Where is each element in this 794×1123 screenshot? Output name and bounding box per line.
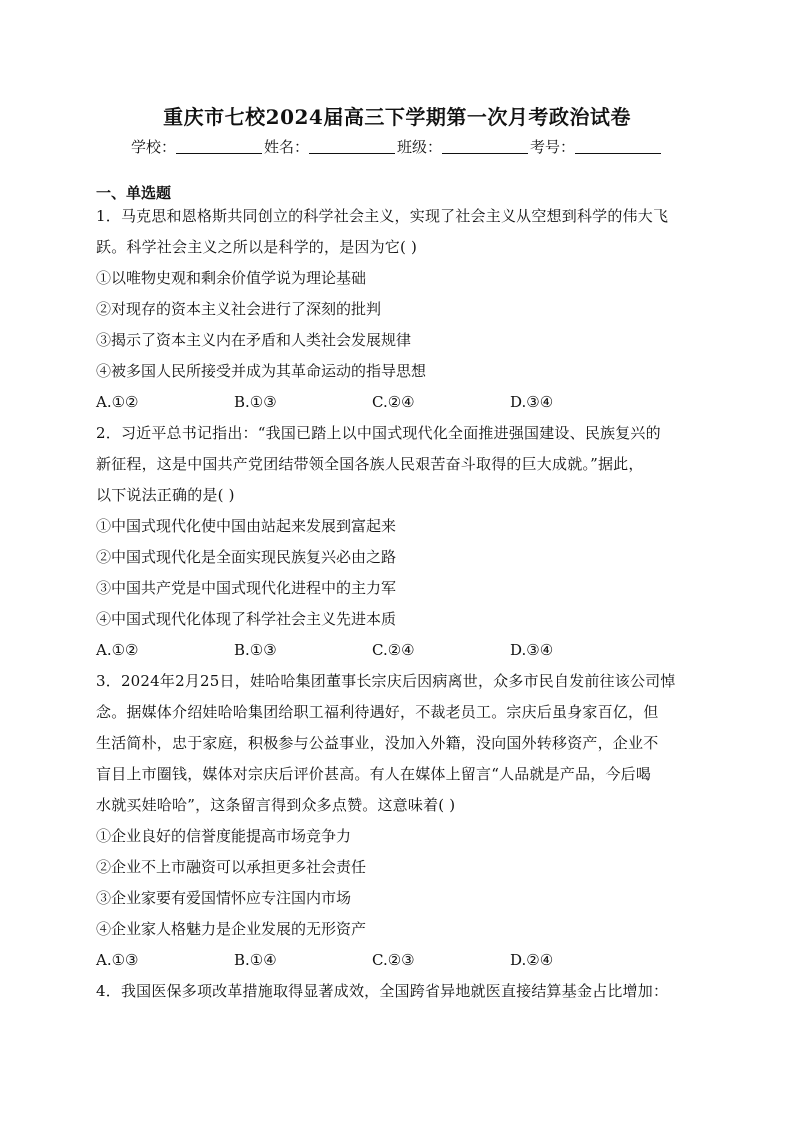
exam-title: 重庆市七校2024届高三下学期第一次月考政治试卷	[163, 105, 631, 129]
option-a[interactable]: A.①②	[96, 641, 139, 659]
name-label: 姓名：	[263, 138, 309, 156]
option-a[interactable]: A.①②	[96, 393, 139, 411]
question-stem-line: 3．2024年2月25日，娃哈哈集团董事长宗庆后因病离世，众多市民自发前往该公司悼	[96, 672, 676, 690]
question-stem-line: 生活简朴，忠于家庭，积极参与公益事业，没加入外籍，没向国外转移资产，企业不	[96, 734, 659, 752]
answer-options	[96, 945, 696, 976]
question-4	[96, 976, 696, 1007]
question-2	[96, 418, 696, 666]
school-label: 学校：	[130, 138, 176, 156]
statement: ④企业家人格魅力是企业发展的无形资产	[96, 920, 367, 938]
statement: ④中国式现代化体现了科学社会主义先进本质	[96, 610, 397, 628]
option-d[interactable]: D.③④	[510, 393, 554, 411]
question-stem-line: 1．马克思和恩格斯共同创立的科学社会主义，实现了社会主义从空想到科学的伟大飞	[96, 207, 669, 225]
number-label: 考号：	[530, 138, 576, 156]
school-blank[interactable]	[176, 139, 262, 154]
class-blank[interactable]	[442, 139, 528, 154]
statement: ③企业家要有爱国情怀应专注国内市场	[96, 889, 352, 907]
statement: ①中国式现代化使中国由站起来发展到富起来	[96, 517, 397, 535]
question-stem-line: 念。据媒体介绍娃哈哈集团给职工福利待遇好，不裁老员工。宗庆后虽身家百亿，但	[96, 703, 659, 721]
statement: ①以唯物史观和剩余价值学说为理论基础	[96, 269, 367, 287]
name-blank[interactable]	[309, 139, 395, 154]
option-b[interactable]: B.①③	[234, 641, 277, 659]
question-stem-line: 4．我国医保多项改革措施取得显著成效，全国跨省异地就医直接结算基金占比增加：	[96, 982, 669, 1000]
option-b[interactable]: B.①④	[234, 951, 277, 969]
statement: ④被多国人民所接受并成为其革命运动的指导思想	[96, 362, 427, 380]
statement: ①企业良好的信誉度能提高市场竞争力	[96, 827, 352, 845]
answer-options	[96, 635, 696, 666]
question-stem-line: 跃。科学社会主义之所以是科学的，是因为它( )	[96, 238, 418, 256]
statement: ②对现存的资本主义社会进行了深刻的批判	[96, 300, 382, 318]
question-3	[96, 666, 696, 976]
question-stem-line: 水就买娃哈哈”，这条留言得到众多点赞。这意味着( )	[96, 796, 456, 814]
statement: ③中国共产党是中国式现代化进程中的主力军	[96, 579, 397, 597]
section-title: 一、单选题	[96, 184, 172, 202]
statement: ②中国式现代化是全面实现民族复兴必由之路	[96, 548, 397, 566]
class-label: 班级：	[397, 138, 443, 156]
number-blank[interactable]	[575, 139, 661, 154]
option-a[interactable]: A.①③	[96, 951, 139, 969]
questions-body	[96, 201, 696, 1007]
option-c[interactable]: C.②③	[372, 951, 415, 969]
option-b[interactable]: B.①③	[234, 393, 277, 411]
question-stem-line: 以下说法正确的是( )	[96, 486, 235, 504]
option-c[interactable]: C.②④	[372, 393, 415, 411]
option-d[interactable]: D.③④	[510, 641, 554, 659]
statement: ②企业不上市融资可以承担更多社会责任	[96, 858, 367, 876]
question-stem-line: 盲目上市圈钱，媒体对宗庆后评价甚高。有人在媒体上留言“人品就是产品，今后喝	[96, 765, 652, 783]
student-info-line	[0, 136, 794, 157]
statement: ③揭示了资本主义内在矛盾和人类社会发展规律	[96, 331, 412, 349]
answer-options	[96, 387, 696, 418]
question-stem-line: 新征程，这是中国共产党团结带领全国各族人民艰苦奋斗取得的巨大成就。”据此，	[96, 455, 644, 473]
option-c[interactable]: C.②④	[372, 641, 415, 659]
question-stem-line: 2．习近平总书记指出：“我国已踏上以中国式现代化全面推进强国建设、民族复兴的	[96, 424, 661, 442]
option-d[interactable]: D.②④	[510, 951, 554, 969]
question-1	[96, 201, 696, 418]
